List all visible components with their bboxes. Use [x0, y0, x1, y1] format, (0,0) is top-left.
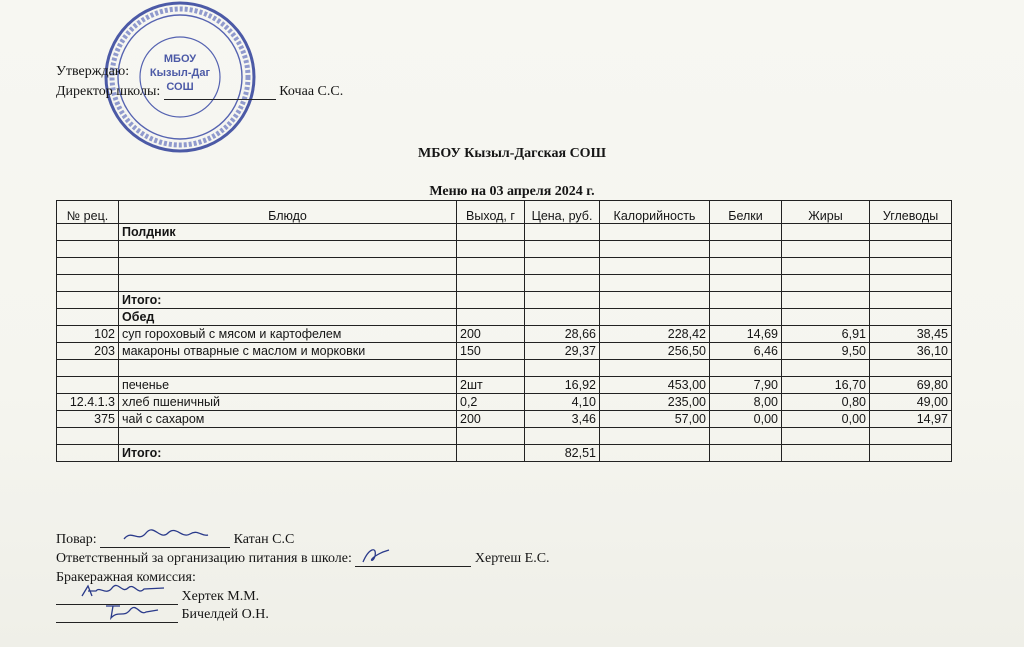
- cell-dish: хлеб пшеничный: [119, 394, 457, 411]
- cell-output: [457, 428, 525, 445]
- table-row: [57, 326, 952, 343]
- table-row: [57, 258, 952, 275]
- cell-calories: [600, 309, 710, 326]
- cell-rec: [57, 224, 119, 241]
- cell-output: [457, 292, 525, 309]
- cell-output: 200: [457, 326, 525, 343]
- header-proteins: Белки: [710, 201, 782, 224]
- cell-calories: [600, 224, 710, 241]
- header-rec: № рец.: [57, 201, 119, 224]
- cell-proteins: [710, 258, 782, 275]
- cell-carbs: 36,10: [870, 343, 952, 360]
- cell-dish: [119, 241, 457, 258]
- table-header-row: [57, 201, 952, 224]
- member2-handwritten-signature: [102, 600, 162, 622]
- cell-proteins: [710, 428, 782, 445]
- cell-rec: 12.4.1.3: [57, 394, 119, 411]
- cell-proteins: [710, 224, 782, 241]
- cell-fats: 16,70: [782, 377, 870, 394]
- cell-dish: Обед: [119, 309, 457, 326]
- cell-output: 2шт: [457, 377, 525, 394]
- cell-proteins: [710, 360, 782, 377]
- cell-fats: [782, 360, 870, 377]
- cell-fats: [782, 445, 870, 462]
- table-row: [57, 275, 952, 292]
- cell-proteins: 6,46: [710, 343, 782, 360]
- member1-name: Хертек М.М.: [181, 589, 260, 604]
- cell-proteins: 8,00: [710, 394, 782, 411]
- cell-price: 29,37: [525, 343, 600, 360]
- school-title: МБОУ Кызыл-Дагская СОШ: [418, 146, 606, 161]
- cell-rec: 102: [57, 326, 119, 343]
- cell-dish: Полдник: [119, 224, 457, 241]
- director-line: [56, 84, 343, 100]
- cell-dish: [119, 275, 457, 292]
- responsible-handwritten-signature: [355, 542, 395, 568]
- cell-carbs: 69,80: [870, 377, 952, 394]
- cell-calories: [600, 258, 710, 275]
- cell-proteins: [710, 445, 782, 462]
- cell-output: 200: [457, 411, 525, 428]
- cell-output: [457, 309, 525, 326]
- cell-dish: макароны отварные с маслом и морковки: [119, 343, 457, 360]
- header-calories: Калорийность: [600, 201, 710, 224]
- cell-calories: [600, 428, 710, 445]
- cell-price: [525, 360, 600, 377]
- cell-fats: [782, 292, 870, 309]
- table-row: [57, 428, 952, 445]
- cell-fats: [782, 275, 870, 292]
- cell-calories: [600, 275, 710, 292]
- cell-carbs: [870, 445, 952, 462]
- cell-carbs: [870, 241, 952, 258]
- table-row: [57, 241, 952, 258]
- svg-text:МБОУ: МБОУ: [163, 53, 197, 65]
- responsible-line: [56, 551, 550, 567]
- cell-dish: [119, 360, 457, 377]
- svg-text:СОШ: СОШ: [166, 81, 194, 93]
- member2-name: Бичелдей О.Н.: [181, 607, 269, 622]
- cell-dish: суп гороховый с мясом и картофелем: [119, 326, 457, 343]
- cell-rec: [57, 360, 119, 377]
- cell-fats: 0,00: [782, 411, 870, 428]
- cell-carbs: [870, 224, 952, 241]
- table-row: [57, 292, 952, 309]
- table-row: [57, 360, 952, 377]
- cell-dish: [119, 428, 457, 445]
- table-row: [57, 411, 952, 428]
- cell-dish: Итого:: [119, 445, 457, 462]
- cell-carbs: [870, 292, 952, 309]
- cell-proteins: 7,90: [710, 377, 782, 394]
- cell-rec: [57, 445, 119, 462]
- cell-carbs: [870, 428, 952, 445]
- cell-price: 28,66: [525, 326, 600, 343]
- menu-table-body: [57, 224, 952, 462]
- cell-fats: 9,50: [782, 343, 870, 360]
- cook-line: [56, 532, 294, 548]
- cell-carbs: [870, 309, 952, 326]
- cell-fats: 6,91: [782, 326, 870, 343]
- cell-price: [525, 309, 600, 326]
- cell-calories: [600, 292, 710, 309]
- header-fats: Жиры: [782, 201, 870, 224]
- cell-output: [457, 241, 525, 258]
- cell-price: [525, 258, 600, 275]
- header-output: Выход, г: [457, 201, 525, 224]
- cell-fats: [782, 309, 870, 326]
- responsible-name: Хертеш Е.С.: [474, 551, 550, 566]
- menu-table: [56, 200, 952, 462]
- cell-calories: 228,42: [600, 326, 710, 343]
- cell-calories: 453,00: [600, 377, 710, 394]
- cell-proteins: 14,69: [710, 326, 782, 343]
- cell-dish: Итого:: [119, 292, 457, 309]
- cell-price: 3,46: [525, 411, 600, 428]
- cell-price: [525, 292, 600, 309]
- approval-label: Утверждаю:: [56, 64, 130, 79]
- cell-proteins: 0,00: [710, 411, 782, 428]
- director-name: Кочаа С.С.: [279, 84, 344, 99]
- cell-output: [457, 275, 525, 292]
- cell-fats: [782, 241, 870, 258]
- table-row: [57, 445, 952, 462]
- cell-fats: 0,80: [782, 394, 870, 411]
- header-dish: Блюдо: [119, 201, 457, 224]
- cell-price: 4,10: [525, 394, 600, 411]
- menu-title: Меню на 03 апреля 2024 г.: [429, 184, 595, 199]
- cell-calories: [600, 360, 710, 377]
- cell-carbs: [870, 275, 952, 292]
- cell-fats: [782, 428, 870, 445]
- cell-rec: [57, 292, 119, 309]
- cell-calories: 235,00: [600, 394, 710, 411]
- cell-price: [525, 241, 600, 258]
- commission-label: Бракеражная комиссия:: [56, 570, 196, 585]
- cell-rec: [57, 428, 119, 445]
- cook-signature-line: [100, 533, 230, 548]
- table-row: [57, 394, 952, 411]
- cell-dish: [119, 258, 457, 275]
- cell-price: [525, 224, 600, 241]
- cell-price: [525, 428, 600, 445]
- cell-fats: [782, 258, 870, 275]
- cell-output: [457, 258, 525, 275]
- cell-rec: [57, 241, 119, 258]
- cell-carbs: 14,97: [870, 411, 952, 428]
- responsible-label: Ответственный за организацию питания в школе:: [56, 551, 352, 566]
- cell-output: 150: [457, 343, 525, 360]
- header-carbs: Углеводы: [870, 201, 952, 224]
- cell-rec: [57, 275, 119, 292]
- cell-price: [525, 275, 600, 292]
- cell-carbs: 38,45: [870, 326, 952, 343]
- cell-carbs: [870, 258, 952, 275]
- table-row: [57, 343, 952, 360]
- cell-output: [457, 360, 525, 377]
- table-row: [57, 309, 952, 326]
- cook-label: Повар:: [56, 532, 97, 547]
- cell-rec: [57, 377, 119, 394]
- cell-rec: 375: [57, 411, 119, 428]
- cell-rec: 203: [57, 343, 119, 360]
- svg-text:Кызыл-Даг: Кызыл-Даг: [149, 67, 211, 79]
- cell-output: [457, 445, 525, 462]
- cell-proteins: [710, 241, 782, 258]
- cook-handwritten-signature: [120, 525, 210, 547]
- commission-member-2-line: [56, 607, 269, 623]
- cell-proteins: [710, 292, 782, 309]
- cell-calories: 57,00: [600, 411, 710, 428]
- cell-proteins: [710, 309, 782, 326]
- responsible-signature-line: [355, 552, 471, 567]
- cook-name: Катан С.С: [233, 532, 295, 547]
- header-price: Цена, руб.: [525, 201, 600, 224]
- cell-calories: [600, 241, 710, 258]
- cell-price: 16,92: [525, 377, 600, 394]
- cell-dish: чай с сахаром: [119, 411, 457, 428]
- cell-proteins: [710, 275, 782, 292]
- cell-calories: 256,50: [600, 343, 710, 360]
- member2-signature-line: [56, 608, 178, 623]
- cell-calories: [600, 445, 710, 462]
- cell-output: [457, 224, 525, 241]
- cell-price: 82,51: [525, 445, 600, 462]
- cell-carbs: 49,00: [870, 394, 952, 411]
- cell-output: 0,2: [457, 394, 525, 411]
- cell-rec: [57, 258, 119, 275]
- table-row: [57, 377, 952, 394]
- table-row: [57, 224, 952, 241]
- cell-carbs: [870, 360, 952, 377]
- director-signature-line: [164, 85, 276, 100]
- cell-fats: [782, 224, 870, 241]
- cell-dish: печенье: [119, 377, 457, 394]
- director-label: Директор школы:: [56, 84, 161, 99]
- cell-rec: [57, 309, 119, 326]
